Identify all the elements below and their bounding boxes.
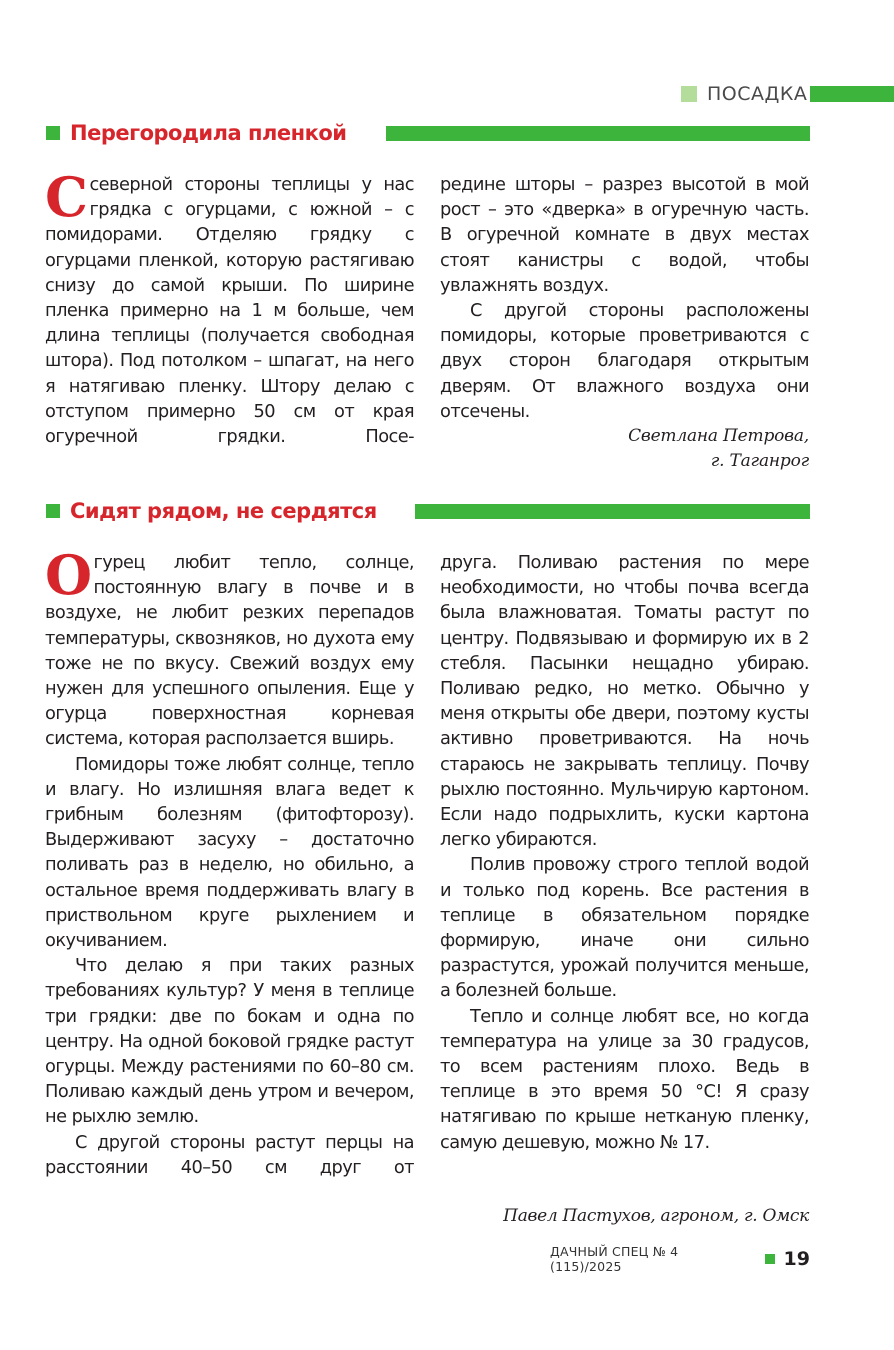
- headline-square-icon: [46, 126, 60, 140]
- article1-col2-paragraph-1: редине шторы – разрез высотой в мой рост – это «дверка» в огуречную часть. В огуречной комнате в двух местах стоят канистры с водой, чтобы увлажнять воздух.: [440, 174, 809, 296]
- article2-col2-paragraph-3: Тепло и солнце любят все, но когда температура на улице за 30 градусов, то всем растениям плохо. Ведь в теплице в это время 50 °С! Я сразу натягиваю по крыше нетканую пленку, самую дешевую, можно № 17.: [440, 1005, 809, 1153]
- article2-title-bar: [415, 504, 810, 519]
- article2-title: Сидят рядом, не сердятся: [70, 499, 377, 523]
- article1-col1-paragraph: северной стороны теплицы у нас грядка с огурцами, с южной – с помидорами. Отделяю грядку с огурцами пленкой, которую растягиваю снизу до самой крыши. По ширине пленка примерно на 1 м больше, чем длина теплицы (получается свободная штора). Под потолком – шпагат, на него я натягиваю пленку. Штору делаю с отступом примерно 50 см от края огуречной грядки. Посе-: [45, 174, 414, 448]
- article2-column-2: [440, 550, 809, 1155]
- article2-author: Павел Пастухов, агроном, г. Омск: [503, 1206, 809, 1226]
- article2-dropcap: О: [45, 543, 92, 607]
- article1-author-city: г. Таганрог: [710, 451, 809, 472]
- article2-headline: [46, 495, 377, 527]
- article2-column-1: [45, 543, 414, 1180]
- article1-headline: [46, 117, 347, 149]
- article1-col2-paragraph-2: С другой стороны расположены помидоры, которые проветриваются с двух сторон благодаря открытым дверям. От влажного воздуха они отсечены.: [440, 300, 809, 422]
- article1-column-1: [45, 165, 414, 449]
- section-bar: [810, 86, 894, 102]
- footer-square-icon: [765, 1254, 775, 1264]
- article1-title: Перегородила пленкой: [70, 121, 347, 145]
- article2-col1-paragraph-1: гурец любит тепло, солнце, постоянную влагу в почве и в воздухе, не любит резких перепадов температуры, сквозняков, но духота ему тоже не по вкусу. Свежий воздух ему нужен для успешного опыления. Еще у огурца поверхностная корневая система, которая расползается вширь.: [45, 552, 414, 750]
- article2-col1-paragraph-3: Что делаю я при таких разных требованиях культур? У меня в теплице три грядки: две по бокам и одна по центру. На одной боковой грядке растут огурцы. Между растениями по 60–80 см. Поливаю каждый день утром и вечером, не рыхлю землю.: [45, 955, 414, 1128]
- article2-col1-paragraph-4: С другой стороны растут перцы на расстоянии 40–50 см друг от: [45, 1131, 414, 1178]
- section-square-icon: [681, 86, 697, 102]
- magazine-issue: ДАЧНЫЙ СПЕЦ № 4 (115)/2025: [550, 1244, 679, 1274]
- page-number: 19: [783, 1248, 810, 1270]
- page-footer: [550, 1244, 810, 1274]
- article2-col2-paragraph-2: Полив провожу строго теплой водой и только под корень. Все растения в теплице в обязательном порядке формирую, иначе они сильно разрастутся, урожай получится меньше, а болезней больше.: [440, 854, 809, 1002]
- section-label: ПОСАДКА: [707, 83, 808, 105]
- article1-column-2: [440, 172, 809, 474]
- article1-title-bar: [386, 126, 810, 141]
- section-tag: [681, 83, 807, 105]
- article1-author-name: Светлана Петрова,: [628, 426, 809, 447]
- article2-col2-paragraph-1: друга. Поливаю растения по мере необходимости, но чтобы почва всегда была влажноватая. Томаты растут по центру. Подвязываю и формирую их в 2 стебля. Пасынки нещадно убираю. Поливаю редко, но метко. Обычно у меня открыты обе двери, поэтому кусты активно проветриваются. На ночь стараюсь не закрывать теплицу. Почву рыхлю постоянно. Мульчирую картоном. Если надо подрыхлить, куски картона легко убираются.: [440, 552, 809, 851]
- article2-col1-paragraph-2: Помидоры тоже любят солнце, тепло и влагу. Но излишняя влага ведет к грибным болезням (фитофторозу). Выдерживают засуху – достаточно поливать раз в неделю, но обильно, а остальное время поддерживать влагу в приствольном круге рыхлением и окучиванием.: [45, 753, 414, 952]
- headline-square-icon: [46, 504, 60, 518]
- article1-dropcap: С: [45, 165, 88, 229]
